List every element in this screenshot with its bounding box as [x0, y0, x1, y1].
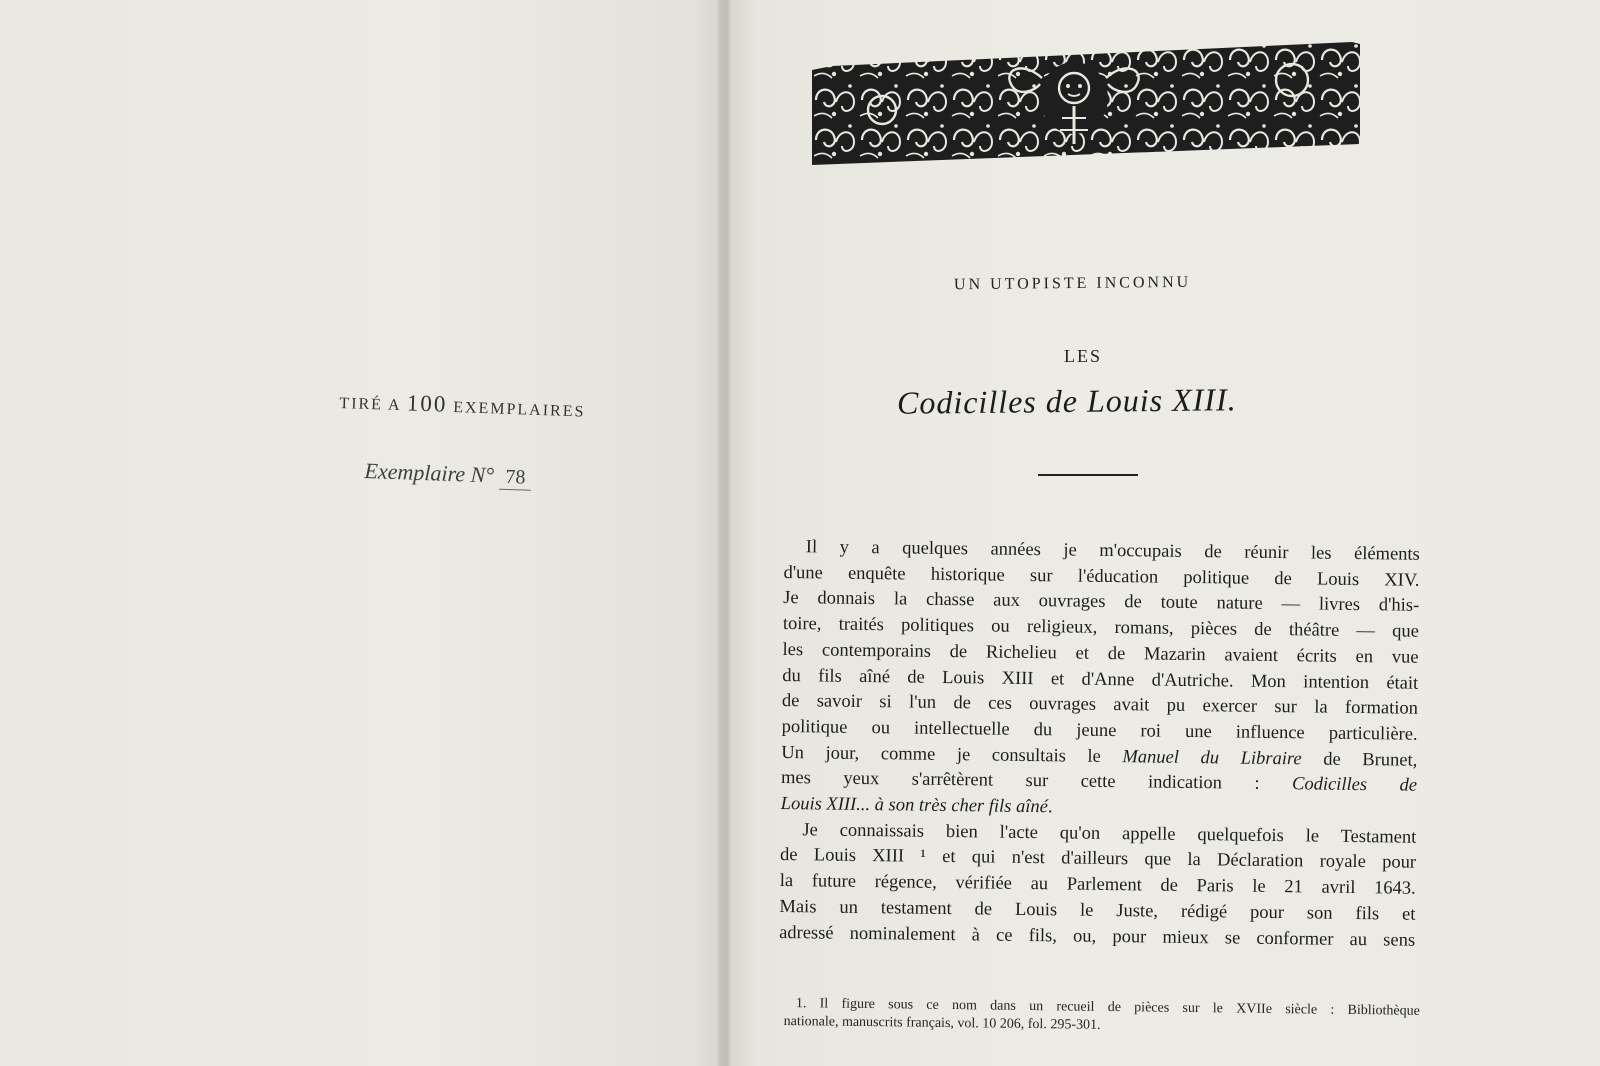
page-title: Codicilles de Louis XIII. — [896, 381, 1237, 421]
body-line: d'une enquête historique sur l'éducation politique de Louis XIV. — [783, 562, 1420, 591]
body-line: Il y a quelques années je m'occupais de réunir les éléments — [805, 537, 1420, 565]
body-line-segment: de Brunet, — [1301, 748, 1418, 771]
body-line: de Louis XIII ¹ et qui n'est d'ailleurs que la Déclaration royale pour — [779, 845, 1417, 874]
body-line: adressé nominalement à ce fils, ou, pour mieux se conformer au sens — [779, 922, 1416, 951]
copy-number: 78 — [499, 466, 532, 491]
copy-number-line — [364, 458, 532, 491]
body-line: toire, traités politiques ou religieux, romans, pièces de théâtre — que — [782, 614, 1419, 642]
left-page — [0, 0, 722, 1066]
body-line: politique ou intellectuelle du jeune roi une influence particulière. — [781, 716, 1418, 745]
limitation-prefix: TIRÉ A — [339, 394, 402, 415]
body-line-segment: Un jour, comme je consultais le — [781, 742, 1123, 767]
copy-label: Exemplaire N° — [364, 458, 495, 488]
footnote-line: nationale, manuscrits français, vol. 10 206, fol. 295-301. — [783, 1013, 1101, 1033]
body-line: du fils aîné de Louis XIII et d'Anne d'Autriche. Mon intention était — [782, 665, 1419, 694]
limitation-suffix: EXEMPLAIRES — [452, 398, 586, 421]
body-line-segment: . — [1047, 797, 1053, 818]
body-line: Je donnais la chasse aux ouvrages de toute nature — livres d'his- — [783, 588, 1420, 617]
body-line-italic: Codicilles de — [1291, 774, 1418, 797]
limitation-number: 100 — [406, 390, 448, 417]
body-line-italic: Louis XIII... à son très cher fils aîné — [780, 794, 1049, 818]
ornamental-headpiece — [812, 40, 1360, 165]
body-line: les contemporains de Richelieu et de Mazarin avaient écrits en vue — [782, 639, 1419, 668]
body-line-italic: Manuel du Libraire — [1122, 746, 1302, 769]
body-line: Mais un testament de Louis le Juste, rédigé pour son fils et — [779, 896, 1416, 925]
title-article: LES — [1064, 346, 1103, 366]
limitation-statement — [339, 388, 612, 423]
footnote-line: 1. Il figure sous ce nom dans un recueil de pièces sur le XVIIe siècle : Bibliothèque — [795, 996, 1420, 1019]
body-line: Je connaissais bien l'acte qu'on appelle quelquefois le Testament — [802, 819, 1417, 848]
body-line: la future régence, vérifiée au Parlement de Paris le 21 avril 1643. — [779, 871, 1416, 899]
essay-heading: UN UTOPISTE INCONNU — [953, 273, 1192, 294]
title-rule — [1038, 474, 1138, 476]
body-line-segment: mes yeux s'arrêtèrent sur cette indication : — [780, 768, 1293, 795]
body-line: de savoir si l'un de ces ouvrages avait pu exercer sur la formation — [781, 691, 1419, 719]
body-text — [779, 535, 1420, 954]
